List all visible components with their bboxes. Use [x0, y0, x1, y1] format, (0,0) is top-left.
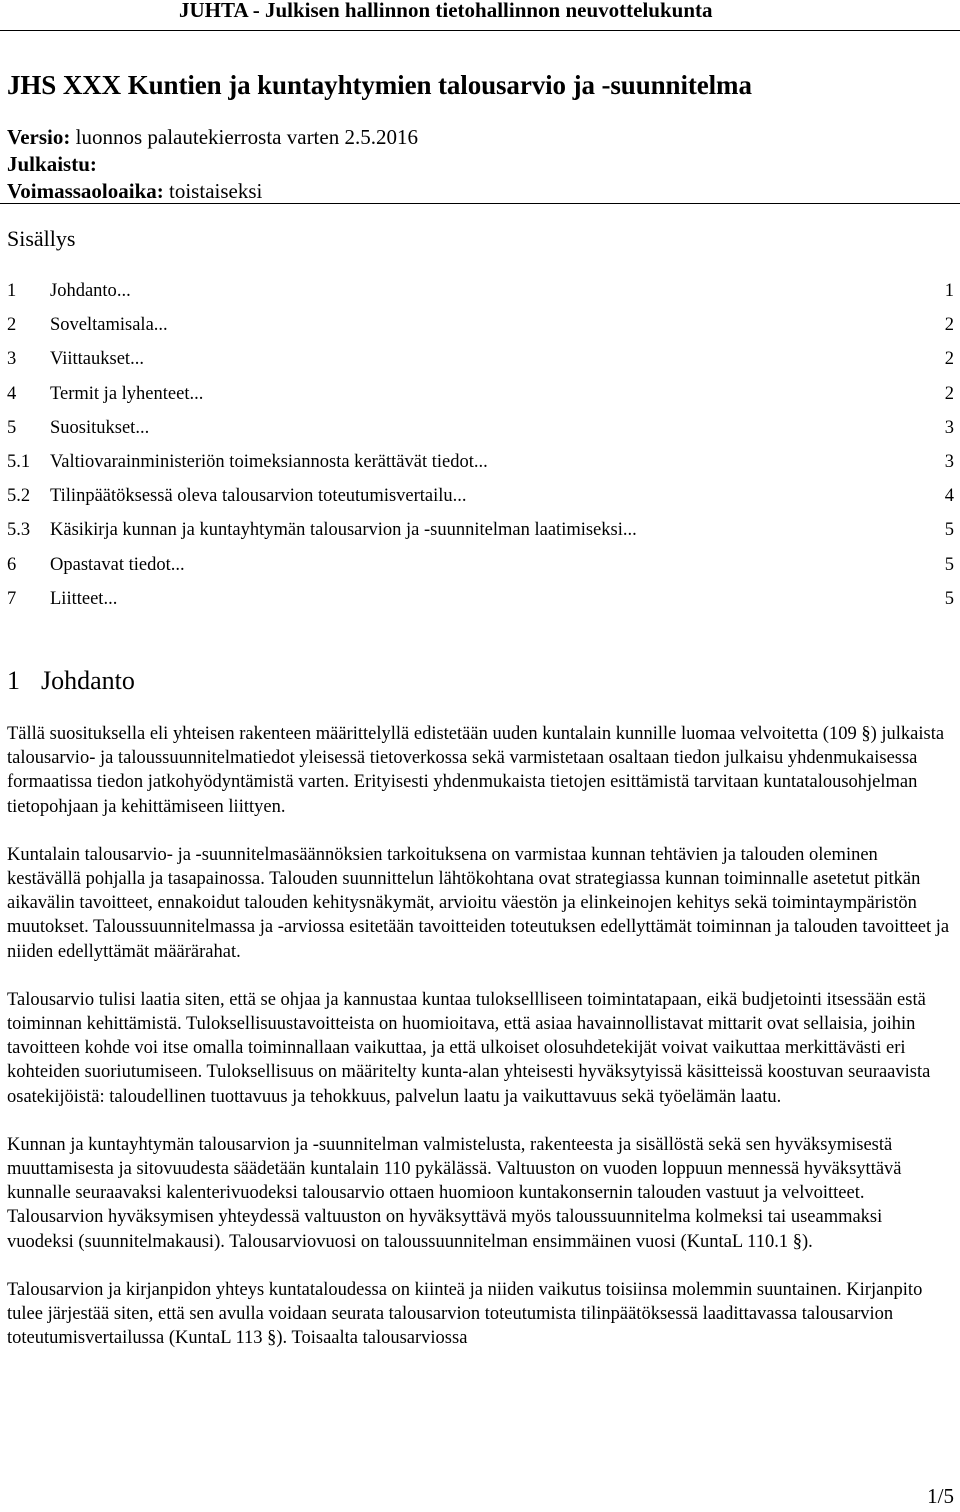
- toc-item-dots: ...: [103, 588, 118, 609]
- toc-item-dots: ...: [153, 315, 168, 336]
- toc-item-dots: ...: [189, 383, 204, 404]
- toc-item-page[interactable]: 2: [944, 349, 954, 370]
- toc-heading: Sisällys: [7, 226, 76, 251]
- toc-item-page[interactable]: 2: [944, 383, 954, 404]
- toc-item-label[interactable]: Valtiovarainministeriön toimeksiannosta kerättävät tiedot: [50, 451, 474, 472]
- validity-label: Voimassaoloaika:: [7, 179, 164, 203]
- toc-item[interactable]: [7, 274, 954, 308]
- toc-item-page[interactable]: 5: [944, 554, 954, 575]
- toc-item-label[interactable]: Tilinpäätöksessä oleva talousarvion toteutumisvertailu: [50, 486, 453, 507]
- toc-item[interactable]: [7, 445, 954, 479]
- toc-item-page[interactable]: 3: [944, 451, 954, 472]
- toc-item-label[interactable]: Suositukset: [50, 417, 136, 438]
- version-value: luonnos palautekierrosta varten 2.5.2016: [70, 125, 418, 149]
- toc-item-label[interactable]: Liitteet: [50, 588, 104, 609]
- toc-item-number: 5: [7, 417, 17, 438]
- version-label: Versio:: [7, 125, 71, 149]
- toc-item[interactable]: [7, 479, 954, 513]
- toc-item[interactable]: [7, 582, 954, 616]
- toc-item[interactable]: [7, 308, 954, 342]
- section-heading: [7, 666, 135, 696]
- document-title: JHS XXX Kuntien ja kuntayhtymien talousarvio ja -suunnitelma: [7, 70, 752, 100]
- toc-item-dots: ...: [473, 451, 488, 472]
- toc-item-dots: ...: [452, 486, 467, 507]
- validity-value: toistaiseksi: [163, 179, 263, 203]
- toc-item-number: 6: [7, 554, 17, 575]
- header-divider: [0, 30, 960, 31]
- toc-item-number: 3: [7, 349, 17, 370]
- toc-item-number: 7: [7, 588, 17, 609]
- toc-item-dots: ...: [170, 554, 185, 575]
- body-paragraph: Talousarvion ja kirjanpidon yhteys kuntataloudessa on kiinteä ja niiden vaikutus toisiinsa molemmin suuntainen. Kirjanpito tulee järjestää siten, että sen avulla voidaan seurata talousarvion toteutumista tilinpäätöksessä laadittavassa talousarvion toteutumisvertailussa (KuntaL 113 §). Toisaalta talousarviossa: [7, 1279, 923, 1349]
- toc-item-label[interactable]: Opastavat tiedot: [50, 554, 171, 575]
- validity-row: [7, 178, 418, 205]
- body-paragraph: Kunnan ja kuntayhtymän talousarvion ja -suunnitelman valmistelusta, rakenteesta ja sisällöstä sekä sen hyväksymisestä muuttamisesta ja sitovuudesta säädetään kuntalain 110 pykälässä. Valtuuston on vuoden loppuun mennessä hyväksyttävä kunnalle seuraavaksi kalenterivuodeksi talousarvio ottaen huomioon kuntakonsernin talouden vastuut ja velvoitteet. Talousarvion hyväksymisen yhteydessä valtuuston on hyväksyttävä myös taloussuunnitelma kolmeksi tai useammaksi vuodeksi (suunnitelmakausi). Talousarviovuosi on taloussuunnitelman ensimmäinen vuosi (KuntaL 110.1 §).: [7, 1134, 902, 1252]
- version-row: [7, 124, 418, 151]
- toc-item[interactable]: [7, 411, 954, 445]
- published-label: Julkaistu:: [7, 152, 97, 176]
- toc-item-dots: ...: [622, 520, 637, 541]
- toc-item-page[interactable]: 4: [944, 486, 954, 507]
- document-meta: [7, 124, 418, 205]
- meta-divider: [0, 203, 960, 204]
- section-title: Johdanto: [41, 666, 135, 695]
- toc-item-dots: ...: [116, 281, 131, 301]
- toc-item[interactable]: [7, 548, 954, 582]
- section-body: [7, 722, 953, 1374]
- toc-item-page[interactable]: 5: [944, 588, 954, 609]
- toc-item-dots: ...: [130, 349, 144, 370]
- toc-item-page[interactable]: 2: [944, 315, 954, 336]
- toc-item-page[interactable]: 1: [944, 281, 954, 301]
- toc-item-label[interactable]: Viittaukset: [50, 349, 131, 370]
- header-title: JUHTA - Julkisen hallinnon tietohallinnon neuvottelukunta: [179, 0, 713, 22]
- table-of-contents: [7, 274, 954, 616]
- toc-item-page[interactable]: 3: [944, 417, 954, 438]
- toc-item-label[interactable]: Soveltamisala: [50, 315, 154, 336]
- toc-item[interactable]: [7, 377, 954, 411]
- section-number: 1: [7, 666, 20, 695]
- body-paragraph: Talousarvio tulisi laatia siten, että se ohjaa ja kannustaa kuntaa tuloksellliseen toimintatapaan, eikä budjetointi itsessään estä toiminnan kehittämistä. Tuloksellisuustavoitteista on huomioitava, että asiaa havainnollistavat mittarit ovat sellaisia, joihin tavoitteen kohde voi itse omalla toiminnallaan vaikuttaa, ja että ulkoiset olosuhdetekijät voivat vaikuttaa merkittävästi eri kohteiden suoriutumiseen. Tuloksellisuus on määritelty kunta-alan yhteisesti hyväksytyissä käsitteissä koostuvan seuraavista osatekijöistä: taloudellinen tuottavuus ja tehokkuus, palvelun laatu ja vaikuttavuus sekä työelämän laatu.: [7, 989, 931, 1107]
- toc-item-label[interactable]: Käsikirja kunnan ja kuntayhtymän talousarvion ja -suunnitelman laatimiseksi: [50, 520, 623, 541]
- body-paragraph: Kuntalain talousarvio- ja -suunnitelmasäännöksien tarkoituksena on varmistaa kunnan tehtävien ja talouden oleminen kestävällä pohjalla ja tasapainossa. Talouden suunnittelun lähtökohtana ovat strategiassa kunnan toiminnalle asetetut pitkän aikavälin tavoitteet, ennakoidut talouden kehitysnäkymät, arvioitu väestön ja elinkeinojen kehitys sekä toimintaympäristön muutokset. Taloussuunnitelmassa ja -arviossa esitetään tavoitteiden toteutuksen edellyttämät toiminnan ja talouden tavoitteet ja niiden edellyttämät määrärahat.: [7, 844, 950, 962]
- toc-item-label[interactable]: Johdanto: [50, 281, 117, 301]
- toc-item-page[interactable]: 5: [944, 520, 954, 541]
- toc-item-label[interactable]: Termit ja lyhenteet: [50, 383, 190, 404]
- toc-item-number: 1: [7, 281, 17, 301]
- body-paragraph: Tällä suosituksella eli yhteisen rakenteen määrittelyllä edistetään uuden kuntalain kunnille luomaa velvoitetta (109 §) julkaista talousarvio- ja taloussuunnitelmatiedot yleisessä tietoverkossa sekä varmistetaan osaltaan tiedon julkaisu yhdenmukaisessa formaatissa tiedon jatkohyödyntämistä varten. Erityisesti yhdenmukaista tietojen esittämistä tarvitaan kuntatalousohjelman tietopohjaan ja kehittämiseen liittyen.: [7, 724, 945, 817]
- toc-item-number: 5.1: [7, 451, 31, 472]
- toc-item[interactable]: [7, 513, 954, 547]
- toc-item[interactable]: [7, 342, 954, 376]
- toc-item-number: 4: [7, 383, 17, 404]
- toc-item-number: 5.2: [7, 486, 31, 507]
- page-number: 1/5: [927, 1484, 954, 1508]
- published-row: [7, 151, 418, 178]
- toc-item-number: 2: [7, 315, 17, 336]
- toc-item-dots: ...: [135, 417, 150, 438]
- toc-item-number: 5.3: [7, 520, 31, 541]
